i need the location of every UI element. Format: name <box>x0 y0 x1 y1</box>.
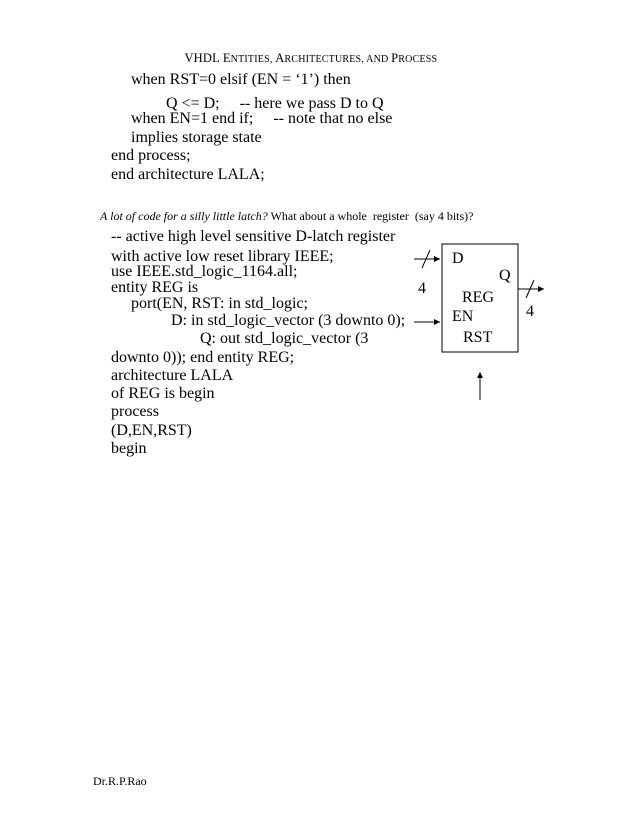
d-width-label: 4 <box>418 280 426 297</box>
code-line: end architecture LALA; <box>111 166 265 183</box>
code-line: architecture LALA <box>111 367 234 384</box>
code-line: entity REG is <box>111 279 199 296</box>
header-part: P <box>391 50 399 65</box>
code-line: port(EN, RST: in std_logic; <box>131 295 308 312</box>
code-line: begin <box>111 440 147 457</box>
q-output-label: Q <box>499 267 511 284</box>
code-line: -- active high level sensitive D-latch register <box>111 228 396 245</box>
header-part: A <box>275 50 285 65</box>
header-part: VHDL E <box>184 50 231 65</box>
code-line: end process; <box>111 147 191 164</box>
header-part: RCHITECTURES, AND <box>284 53 392 65</box>
question-italic: A lot of code for a silly little latch? <box>100 209 268 223</box>
code-line: when EN=1 end if; -- note that no else <box>131 110 393 127</box>
enable-label: EN <box>452 308 474 325</box>
code-line: implies storage state <box>131 129 262 146</box>
d-input-label: D <box>452 250 464 267</box>
code-line: when RST=0 elsif (EN = ‘1’) then <box>131 71 351 88</box>
en-input-arrowhead <box>434 319 440 325</box>
code-line: of REG is begin <box>111 385 215 402</box>
header-part: ROCESS <box>398 53 438 65</box>
block-name-label: REG <box>462 289 494 306</box>
code-line: with active low reset library IEEE; <box>111 248 334 265</box>
footer-author: Dr.R.P.Rao <box>93 774 147 788</box>
code-line: process <box>111 403 159 420</box>
q-width-label: 4 <box>526 303 534 320</box>
code-line: use IEEE.std_logic_1164.all; <box>111 263 298 280</box>
q-output-arrowhead <box>538 286 544 292</box>
code-line: Q: out std_logic_vector (3 <box>200 330 369 347</box>
code-line: Q <= D; -- here we pass D to Q <box>166 95 384 112</box>
code-line: (D,EN,RST) <box>111 422 192 439</box>
code-line: downto 0)); end entity REG; <box>111 349 295 366</box>
rst-input-arrowhead <box>477 372 483 378</box>
question-normal: What about a whole register (say 4 bits)? <box>267 209 474 223</box>
code-line: D: in std_logic_vector (3 downto 0); <box>171 312 406 329</box>
d-input-arrowhead <box>434 256 440 262</box>
header-part: NTITIES, <box>230 53 276 65</box>
reset-label: RST <box>463 329 493 346</box>
